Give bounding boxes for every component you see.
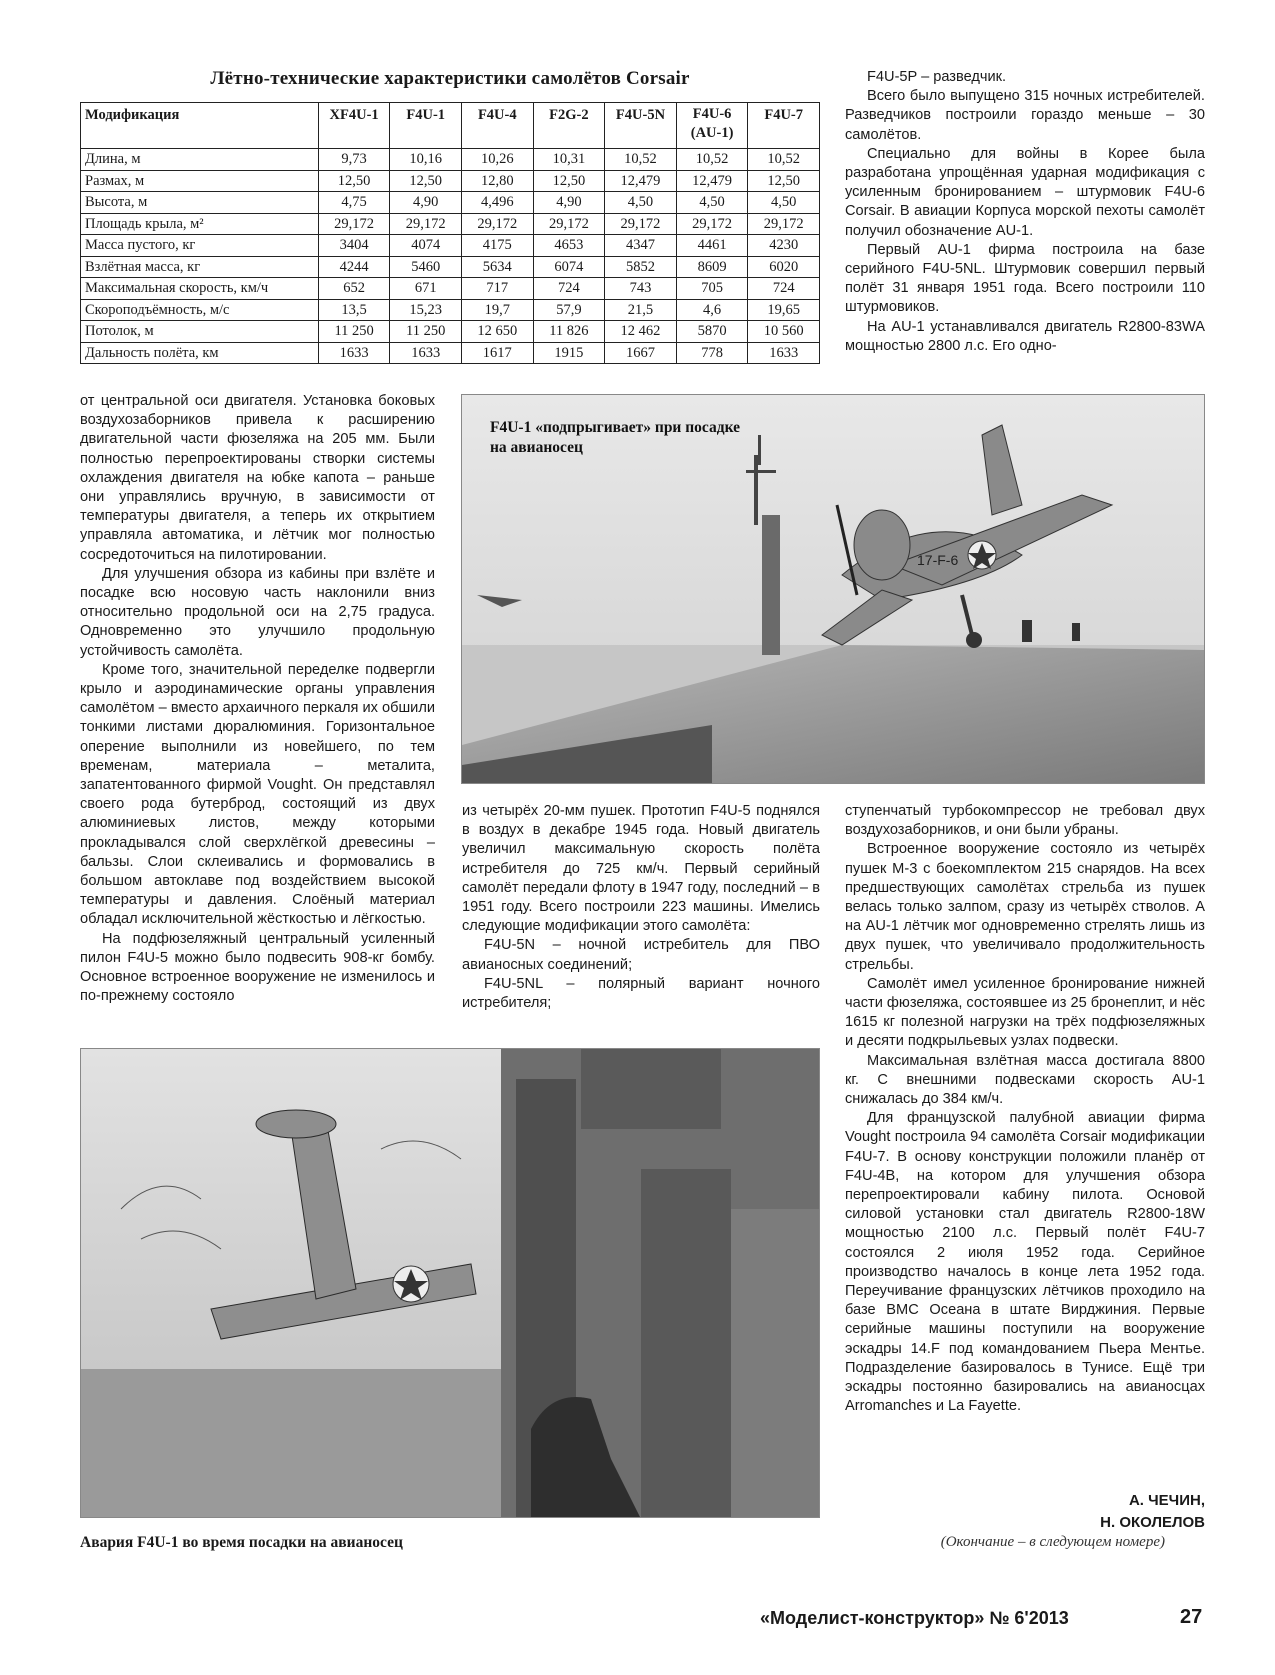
table-cell: 717 — [462, 278, 534, 300]
paragraph: ступенчатый турбокомпрессор не требовал двух воздухозаборников, и они были убраны. — [845, 803, 1205, 839]
table-cell: 5870 — [676, 321, 748, 343]
table-cell: 1633 — [390, 342, 462, 364]
paragraph: Специально для войны в Корее была разработана упрощённая ударная модификация с усиленным бронированием – штурмовик F4U-6 Corsair. В авиации Корпуса морской пехоты самолёт получил обозначение AU-1. — [845, 145, 1205, 239]
table-cell: 12,50 — [748, 170, 820, 192]
text-column-middle — [462, 802, 820, 1013]
table-header-cell: F4U-5N — [605, 103, 677, 149]
table-row-label: Скороподъёмность, м/с — [81, 299, 319, 321]
table-row-label: Масса пустого, кг — [81, 235, 319, 257]
table-cell: 10,52 — [748, 149, 820, 171]
table-cell: 10,52 — [676, 149, 748, 171]
table-cell: 4,6 — [676, 299, 748, 321]
photo1-caption — [490, 418, 740, 458]
table-row-label: Взлётная масса, кг — [81, 256, 319, 278]
table-cell: 6074 — [533, 256, 605, 278]
table-cell: 778 — [676, 342, 748, 364]
table-cell: 671 — [390, 278, 462, 300]
table-row-label: Длина, м — [81, 149, 319, 171]
table-header-cell: F2G-2 — [533, 103, 605, 149]
table-cell: 4347 — [605, 235, 677, 257]
table-cell: 4230 — [748, 235, 820, 257]
table-cell: 4,90 — [533, 192, 605, 214]
table-cell: 21,5 — [605, 299, 677, 321]
paragraph: от центральной оси двигателя. Установка боковых воздухозаборников привела к расширению двигательной части фюзеляжа на 205 мм. Были полностью перепроектированы створки системы охлаждения двигателя на юбке капота – раньше они управлялись вручную, в зависимости от температуры двигателя, а теперь их открытием управляла автоматика, и лётчик мог полностью сосредоточиться на пилотировании. — [80, 393, 435, 563]
table-cell: 724 — [748, 278, 820, 300]
table-cell: 29,172 — [462, 213, 534, 235]
table-cell: 10,31 — [533, 149, 605, 171]
photo1-aircraft-code: 17-F-6 — [917, 552, 959, 568]
table-cell: 4653 — [533, 235, 605, 257]
continuation-note: (Окончание – в следующем номере) — [940, 1534, 1165, 1550]
table-cell: 743 — [605, 278, 677, 300]
paragraph: F4U-5P – разведчик. — [867, 69, 1007, 85]
table-cell: 9,73 — [318, 149, 390, 171]
text-column-left — [80, 392, 435, 1007]
table-header-cell: XF4U-1 — [318, 103, 390, 149]
table-cell: 29,172 — [533, 213, 605, 235]
paragraph: из четырёх 20-мм пушек. Прототип F4U-5 поднялся в воздух в декабре 1945 года. Новый двигатель увеличил максимальную скорость полёта истребителя до 725 км/ч. Первый серийный самолёт передали флоту в 1947 году, последний – в 1951 году. Всего построили 223 машины. Имелись следующие модификации этого самолёта: — [462, 803, 820, 935]
table-row — [81, 278, 820, 300]
table-cell: 4461 — [676, 235, 748, 257]
table-cell: 19,7 — [462, 299, 534, 321]
table-cell: 652 — [318, 278, 390, 300]
table-cell: 4,496 — [462, 192, 534, 214]
paragraph: F4U-5N – ночной истребитель для ПВО авианосных соединений; — [462, 937, 820, 973]
table-cell: 11 250 — [390, 321, 462, 343]
table-cell: 4,75 — [318, 192, 390, 214]
paragraph: На AU-1 устанавливался двигатель R2800-83WA мощностью 2800 л.с. Его одно- — [845, 318, 1205, 354]
footer-journal-title: «Моделист-конструктор» № 6'2013 — [760, 1608, 1069, 1628]
table-cell: 1633 — [318, 342, 390, 364]
table-row-label: Максимальная скорость, км/ч — [81, 278, 319, 300]
table-row-label: Площадь крыла, м² — [81, 213, 319, 235]
table-header-cell: F4U-4 — [462, 103, 534, 149]
table-row — [81, 149, 820, 171]
author-name: Н. ОКОЛЕЛОВ — [1100, 1514, 1205, 1531]
paragraph: На подфюзеляжный центральный усиленный пилон F4U-5 можно было подвесить 908-кг бомбу. Основное встроенное вооружение не изменилось и по-прежнему состояло — [80, 930, 435, 1005]
paragraph: Для французской палубной авиации фирма Vought построила 94 самолёта Corsair модификации F4U-7. В основу конструкции положили планёр от F4U-4B, на котором для улучшения обзора перепроектировали кабину пилота. Основой силовой установки стал двигатель R2800-18W мощностью 2100 л.с. Первый полёт F4U-7 состоялся 2 июля 1952 года. Серийное производство началось в конце лета 1952 года. Переучивание французских лётчиков проходило на базе ВМС Оceaна в штате Вирджиния. Первые серийные машины поступили на вооружение эскадры 14.F под командованием Пьера Ментье. Подразделение базировалось в Тунисе. Ещё три эскадры постоянно базировались на авианосцах Arromanches и La Fayette. — [845, 1110, 1205, 1415]
table-cell: 4,50 — [676, 192, 748, 214]
table-cell: 10,52 — [605, 149, 677, 171]
table-cell: 4,50 — [605, 192, 677, 214]
table-row — [81, 213, 820, 235]
paragraph: Максимальная взлётная масса достигала 8800 кг. С внешними подвесками скорость AU-1 снижалась до 384 км/ч. — [845, 1052, 1205, 1108]
table-cell: 12,50 — [390, 170, 462, 192]
table-cell: 4175 — [462, 235, 534, 257]
table-header-row — [81, 103, 820, 149]
photo-corsair-crash — [80, 1048, 820, 1518]
text-column-right — [845, 802, 1205, 1417]
table-cell: 12,50 — [533, 170, 605, 192]
table-cell: 5460 — [390, 256, 462, 278]
table-row — [81, 235, 820, 257]
table-cell: 29,172 — [318, 213, 390, 235]
paragraph: Самолёт имел усиленное бронирование нижней части фюзеляжа, состоявшее из 25 бронеплит, и нёс 1615 кг полезной нагрузки на трёх подфюзеляжных и десяти подкрыльевых узлах подвески. — [845, 975, 1205, 1050]
table-cell: 4074 — [390, 235, 462, 257]
table-cell: 6020 — [748, 256, 820, 278]
table-cell: 13,5 — [318, 299, 390, 321]
specs-table — [80, 102, 820, 364]
text-column-top-right — [845, 68, 1205, 356]
table-cell: 8609 — [676, 256, 748, 278]
table-body — [81, 149, 820, 364]
paragraph: Кроме того, значительной переделке подвергли крыло и аэродинамические органы управления самолётом – вместо архаичного перкаля их обшили тонкими листами дюралюминия. Горизонтальное оперение выполнили из новейшего, по тем временам, материала – металита, запатентованного фирмой Vought. Он представлял своего рода бутерброд, состоящий из двух алюминиевых листов, между которыми прокладывался слой сверхлёгкой древесины – бальзы. Слои склеивались и формовались в большом автоклаве под воздействием высокой температуры и давления. Слоёный материал обладал исключительной жёсткостью и лёгкостью. — [80, 661, 435, 928]
table-cell: 29,172 — [390, 213, 462, 235]
table-row — [81, 170, 820, 192]
photo2-caption: Авария F4U-1 во время посадки на авианосец — [80, 1534, 403, 1551]
paragraph: Всего было выпущено 315 ночных истребителей. Разведчиков построили гораздо меньше – 30 самолётов. — [845, 88, 1205, 143]
table-cell: 10 560 — [748, 321, 820, 343]
table-row-label: Потолок, м — [81, 321, 319, 343]
paragraph: Встроенное вооружение состояло из четырёх пушек М-3 с боекомплектом 215 снарядов. На всех предшествующих самолётах стрельба из пушек велась только залпом, сразу из четырёх стволов. А на AU-1 лётчик мог одновременно стрелять лишь из двух пушек, что увеличивало продолжительность стрельбы. — [845, 841, 1205, 973]
table-cell: 1667 — [605, 342, 677, 364]
table-cell: 12,80 — [462, 170, 534, 192]
table-cell: 724 — [533, 278, 605, 300]
table-cell: 29,172 — [748, 213, 820, 235]
table-cell: 3404 — [318, 235, 390, 257]
paragraph: Первый AU-1 фирма построила на базе серийного F4U-5NL. Штурмовик совершил первый полёт 31 января 1951 года. Всего построили 110 штурмовиков. — [845, 241, 1205, 316]
table-row — [81, 342, 820, 364]
table-row-label: Размах, м — [81, 170, 319, 192]
author-name: А. ЧЕЧИН, — [1128, 1492, 1205, 1509]
table-cell: 5634 — [462, 256, 534, 278]
table-cell: 10,16 — [390, 149, 462, 171]
caption-line: F4U-1 «подпрыгивает» при посадке — [490, 419, 741, 436]
table-row — [81, 321, 820, 343]
paragraph: Для улучшения обзора из кабины при взлёте и посадке всю носовую часть наклонили вниз относительно продольной оси на 2,75 градуса. Одновременно это улучшило продольную устойчивость самолёта. — [80, 565, 435, 659]
table-cell: 12 650 — [462, 321, 534, 343]
table-row — [81, 256, 820, 278]
table-cell: 1915 — [533, 342, 605, 364]
table-cell: 4244 — [318, 256, 390, 278]
table-cell: 29,172 — [676, 213, 748, 235]
table-cell: 4,90 — [390, 192, 462, 214]
table-cell: 29,172 — [605, 213, 677, 235]
table-cell: 5852 — [605, 256, 677, 278]
table-row-label: Высота, м — [81, 192, 319, 214]
caption-line: на авианосец — [490, 439, 583, 456]
table-cell: 15,23 — [390, 299, 462, 321]
table-cell: 1633 — [748, 342, 820, 364]
page-number: 27 — [1180, 1606, 1203, 1628]
table-cell: 1617 — [462, 342, 534, 364]
table-cell: 10,26 — [462, 149, 534, 171]
table-cell: 12 462 — [605, 321, 677, 343]
table-cell: 4,50 — [748, 192, 820, 214]
table-cell: 11 250 — [318, 321, 390, 343]
table-row-label: Дальность полёта, км — [81, 342, 319, 364]
table-cell: 11 826 — [533, 321, 605, 343]
table-header-cell: F4U-7 — [748, 103, 820, 149]
table-cell: 57,9 — [533, 299, 605, 321]
table-cell: 12,50 — [318, 170, 390, 192]
table-header-cell: Модификация — [81, 103, 319, 149]
table-cell: 12,479 — [676, 170, 748, 192]
table-cell: 705 — [676, 278, 748, 300]
table-row — [81, 299, 820, 321]
table-title: Лётно-технические характеристики самолётов Corsair — [210, 68, 690, 89]
table-cell: 12,479 — [605, 170, 677, 192]
table-cell: 19,65 — [748, 299, 820, 321]
table-header-cell: F4U-6 (AU-1) — [676, 103, 748, 149]
paragraph: F4U-5NL – полярный вариант ночного истребителя; — [462, 975, 820, 1012]
table-row — [81, 192, 820, 214]
authors — [960, 1490, 1205, 1534]
table-header-cell: F4U-1 — [390, 103, 462, 149]
